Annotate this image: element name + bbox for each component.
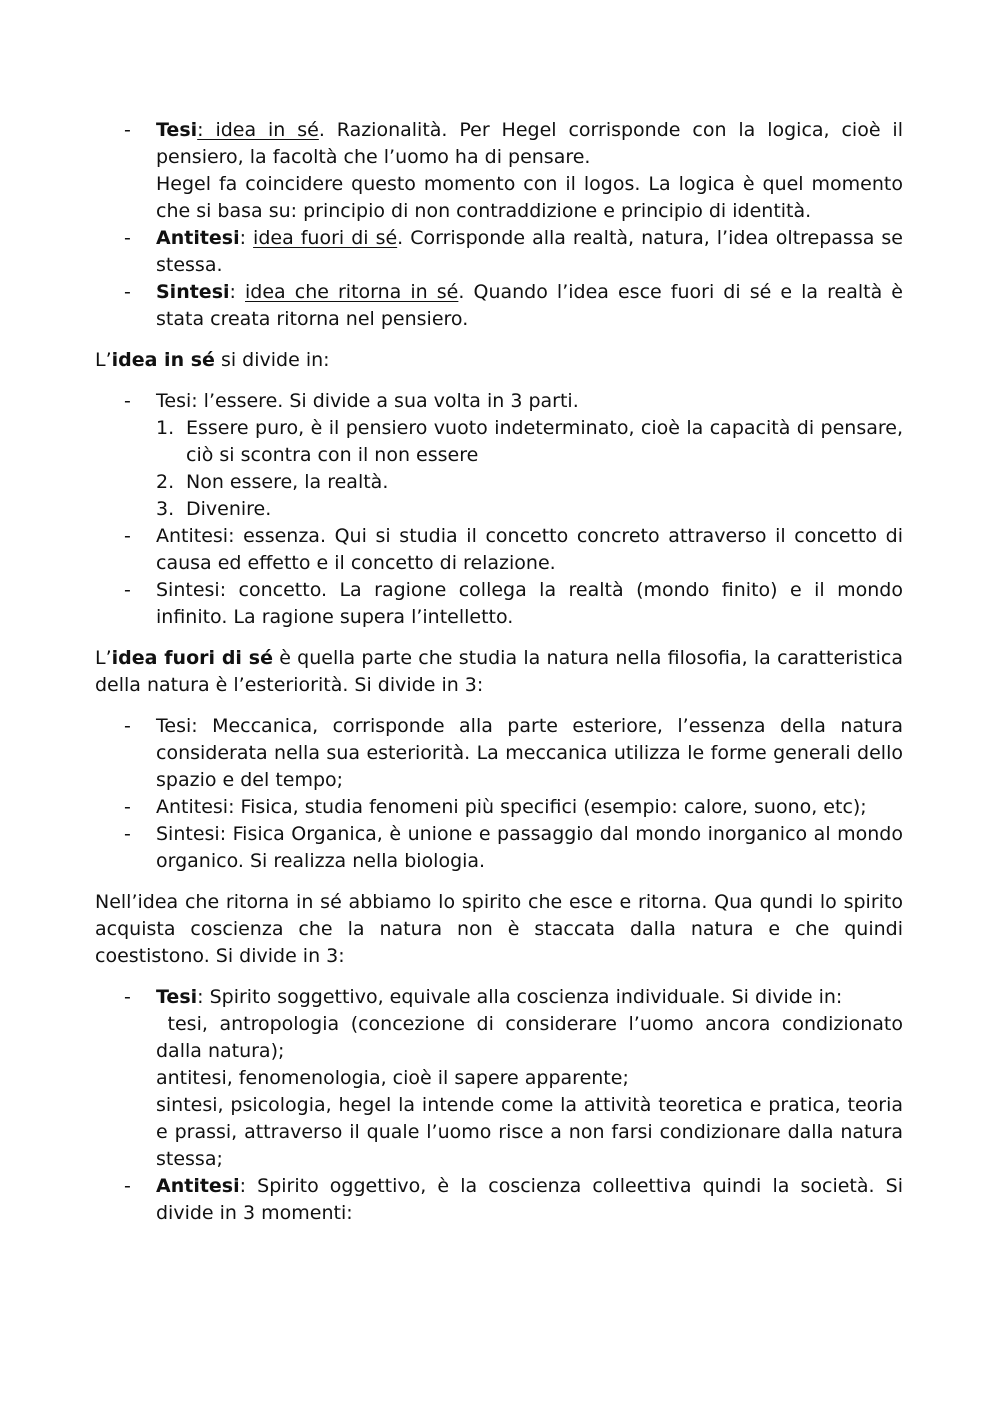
dash-bullet: - — [124, 986, 131, 1008]
item-text: Antitesi: Fisica, studia fenomeni più specifici (esempio: calore, suono, etc); — [156, 796, 867, 818]
list-item — [95, 577, 903, 631]
document-body — [95, 117, 910, 1227]
list-item-antitesi — [95, 1173, 903, 1227]
sub-line: antitesi, fenomenologia, cioè il sapere apparente; — [156, 1067, 629, 1089]
idea-che-ritorna-list — [95, 984, 910, 1227]
numbered-item: 1. Essere puro, è il pensiero vuoto indeterminato, cioè la capacità di pensare, ciò si scontra con il non essere — [156, 417, 903, 466]
sub-line: sintesi, psicologia, hegel la intende come la attività teoretica e pratica, teoria e prassi, attraverso il quale l’uomo risce a non farsi condizionare dalla natura stessa; — [156, 1094, 903, 1170]
dash-bullet: - — [124, 281, 131, 303]
dash-bullet: - — [124, 1175, 131, 1197]
dash-bullet: - — [124, 227, 131, 249]
underlined-phrase: : idea in sé — [197, 119, 319, 141]
item-text: : Spirito soggettivo, equivale alla coscienza individuale. Si divide in: — [197, 986, 843, 1008]
dash-bullet: - — [124, 579, 131, 601]
bold-phrase: idea in sé — [111, 349, 215, 371]
hegel-triad-list — [95, 117, 903, 333]
dash-bullet: - — [124, 823, 131, 845]
term-antitesi: Antitesi — [156, 227, 240, 249]
item-text: . Quando l’idea esce fuori di sé e la realtà è stata creata ritorna nel pensiero. — [156, 281, 903, 330]
list-item-antitesi — [95, 225, 903, 279]
item-text: Tesi: l’essere. Si divide a sua volta in 3 parti. — [156, 390, 579, 412]
item-text: : Spirito oggettivo, è la coscienza colleettiva quindi la società. Si divide in 3 momenti: — [156, 1175, 903, 1224]
paragraph-idea-che-ritorna: Nell’idea che ritorna in sé abbiamo lo spirito che esce e ritorna. Qua qundi lo spirito acquista coscienza che la natura non è staccata dalla natura e che quindi coestistono. Si divide in 3: — [95, 891, 903, 967]
term-sintesi: Sintesi — [156, 281, 230, 303]
underlined-phrase: idea che ritorna in sé — [245, 281, 459, 303]
list-item — [95, 821, 903, 875]
separator: : — [229, 281, 245, 303]
item-continuation: Hegel fa coincidere questo momento con il logos. La logica è quel momento che si basa su: principio di non contraddizione e principio di identità. — [156, 173, 903, 222]
dash-bullet: - — [124, 525, 131, 547]
list-item-tesi — [95, 984, 910, 1173]
item-text: Sintesi: concetto. La ragione collega la realtà (mondo finito) e il mondo infinito. La ragione supera l’intelletto. — [156, 579, 903, 628]
underlined-phrase: idea fuori di sé — [253, 227, 398, 249]
dash-bullet: - — [124, 390, 131, 412]
separator: : — [239, 227, 254, 249]
paragraph-idea-fuori-di-se: L’idea fuori di sé è quella parte che studia la natura nella filosofia, la caratteristica della natura è l’esteriorità. Si divide in 3: — [95, 647, 904, 696]
dash-bullet: - — [124, 715, 131, 737]
item-text: Antitesi: essenza. Qui si studia il concetto concreto attraverso il concetto di causa ed effetto e il concetto di relazione. — [156, 525, 903, 574]
item-text: Tesi: Meccanica, corrisponde alla parte esteriore, l’essenza della natura considerata nella sua esteriorità. La meccanica utilizza le forme generali dello spazio e del tempo; — [156, 715, 903, 791]
numbered-item: 3. Divenire. — [156, 498, 272, 520]
list-item-sintesi — [95, 279, 903, 333]
list-item-tesi — [95, 117, 903, 225]
dash-bullet: - — [124, 796, 131, 818]
numbered-item: 2. Non essere, la realtà. — [156, 471, 389, 493]
item-text: . Razionalità. Per Hegel corrisponde con la logica, cioè il pensiero, la facoltà che l’uomo ha di pensare. — [156, 119, 903, 168]
list-item — [95, 713, 903, 794]
term-tesi: Tesi — [156, 119, 198, 141]
list-item — [95, 523, 903, 577]
term-antitesi: Antitesi — [156, 1175, 240, 1197]
term-tesi: Tesi — [156, 986, 198, 1008]
bold-phrase: idea fuori di sé — [111, 647, 273, 669]
idea-in-se-list — [95, 388, 903, 631]
sub-line: tesi, antropologia (concezione di considerare l’uomo ancora condizionato dalla natura); — [156, 1013, 910, 1062]
numbered-list — [156, 415, 903, 523]
dash-bullet: - — [124, 119, 131, 141]
item-text: Sintesi: Fisica Organica, è unione e passaggio dal mondo inorganico al mondo organico. Si realizza nella biologia. — [156, 823, 903, 872]
paragraph-idea-in-se: L’idea in sé si divide in: — [95, 349, 330, 371]
list-item — [95, 794, 903, 821]
list-item — [95, 388, 903, 523]
item-text: . Corrisponde alla realtà, natura, l’idea oltrepassa se stessa. — [156, 227, 903, 276]
idea-fuori-di-se-list — [95, 713, 903, 875]
